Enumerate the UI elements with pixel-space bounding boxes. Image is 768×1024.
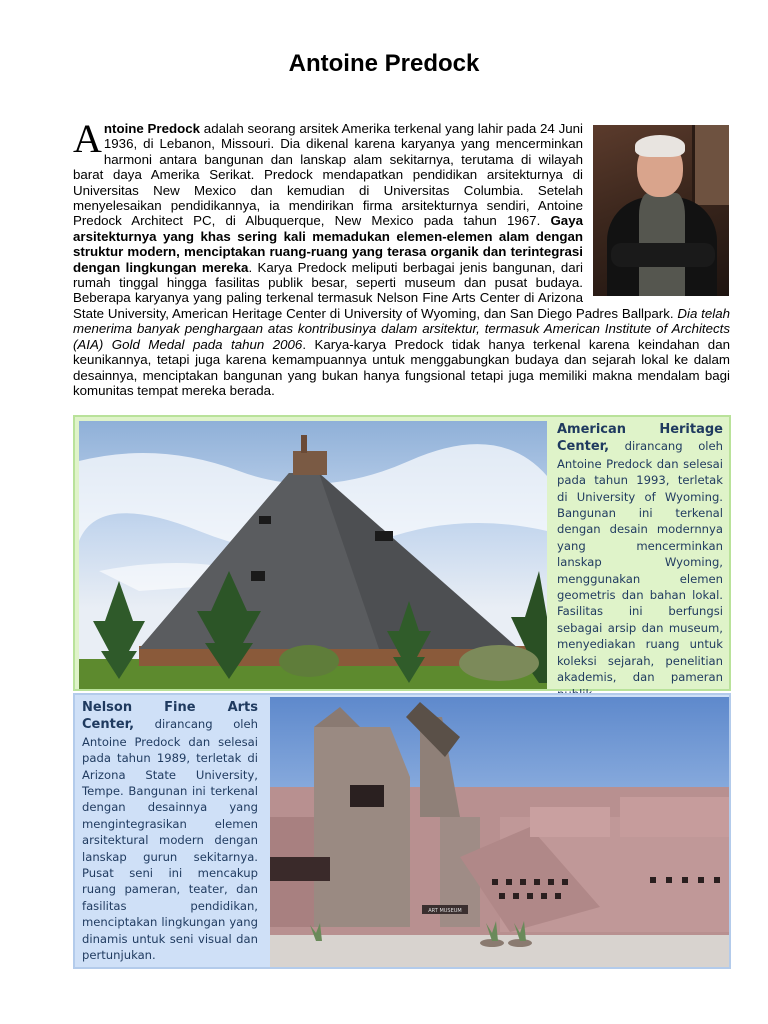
intro-paragraph: Antoine Predock adalah seorang arsitek Amerika terkenal yang lahir pada 24 Juni 1936, di Lebanon, Missouri. Dia dikenal karena karyanya yang mencerminkan harmoni antara bangunan dan lanskap alam sekitarnya, terutama di wilayah barat daya Amerika Serikat. Predock mendapatkan pendidikan arsitekturnya di Universitas New Mexico dan kemudian di Universitas Columbia. Setelah menyelesaikan pendidikannya, ia mendirikan firma arsitekturnya sendiri, Antoine Predock Architect PC, di Albuquerque, New Mexico pada tahun 1967. Gaya arsitekturnya yang khas sering kali memadukan elemen-elemen alam dengan struktur modern, menciptakan ruang-ruang yang terasa organik dan terintegrasi dengan lingkungan mereka. Karya Predock meliputi berbagai jenis bangunan, dari rumah tinggal hingga fasilitas publik besar, seperti museum dan pusat budaya. Beberapa karyanya yang paling terkenal termasuk Nelson Fine Arts Center di Arizona State University, American Heritage Center di University of Wyoming, dan San Diego Padres Ballpark. Dia telah menerima banyak penghargaan atas kontribusinya dalam arsitektur, termasuk American Institute of Architects (AIA) Gold Medal pada tahun 2006. Karya-karya Predock tidak hanya terkenal karena keindahan dan keunikannya, tetapi juga karena kemampuannya untuk menggabungkan budaya dan sejarah lokal ke dalam desainnya, menciptakan bangunan yang bukan hanya fungsional tetapi juga memiliki makna mendalam bagi komunitas tempat mereka berada.	[73, 116, 730, 398]
nelson-section	[73, 693, 731, 969]
nelson-description: Nelson Fine Arts Center, dirancang oleh Antoine Predock dan selesai pada tahun 1989, terletak di Arizona State University, Tempe. Bangunan ini terkenal dengan desainnya yang mengintegrasikan elemen arsitektural modern dengan lanskap gurun sekitarnya. Pusat seni ini mencakup ruang pameran, teater, dan fasilitas pendidikan, menciptakan lingkungan yang dinamis untuk seni visual dan pertunjukan.	[82, 700, 258, 963]
heritage-name: American Heritage Center,	[557, 422, 723, 455]
nelson-photo	[270, 697, 729, 967]
heritage-section	[73, 415, 731, 691]
heritage-description: American Heritage Center, dirancang oleh Antoine Predock dan selesai pada tahun 1993, terletak di University of Wyoming. Bangunan ini terkenal dengan desain modernnya yang mencerminkan lanskap Wyoming, menggunakan elemen geometris dan bahan lokal. Fasilitas ini berfungsi sebagai arsip dan museum, menyediakan ruang untuk koleksi sejarah, penelitian akademis, dan pameran	[557, 422, 723, 685]
intro-bold-text: Gaya arsitekturnya yang khas sering kali memadukan elemen-elemen alam dengan struktur modern, menciptakan ruang-ruang yang terasa organik dan terintegrasi dengan lingkungan mereka	[73, 213, 583, 275]
art-museum-sign: ART MUSEUM	[428, 908, 462, 914]
nelson-name: Nelson Fine Arts Center,	[82, 700, 258, 733]
intro-name: ntoine Predock	[103, 121, 201, 136]
heritage-photo	[79, 421, 547, 689]
intro-italic-text: Dia telah menerima banyak penghargaan atas kontribusinya dalam arsitektur, termasuk American Institute of Architects (AIA) Gold Medal pada tahun 2006	[73, 305, 730, 352]
page-title: Antoine Predock	[288, 50, 480, 77]
drop-cap: A	[73, 116, 102, 161]
